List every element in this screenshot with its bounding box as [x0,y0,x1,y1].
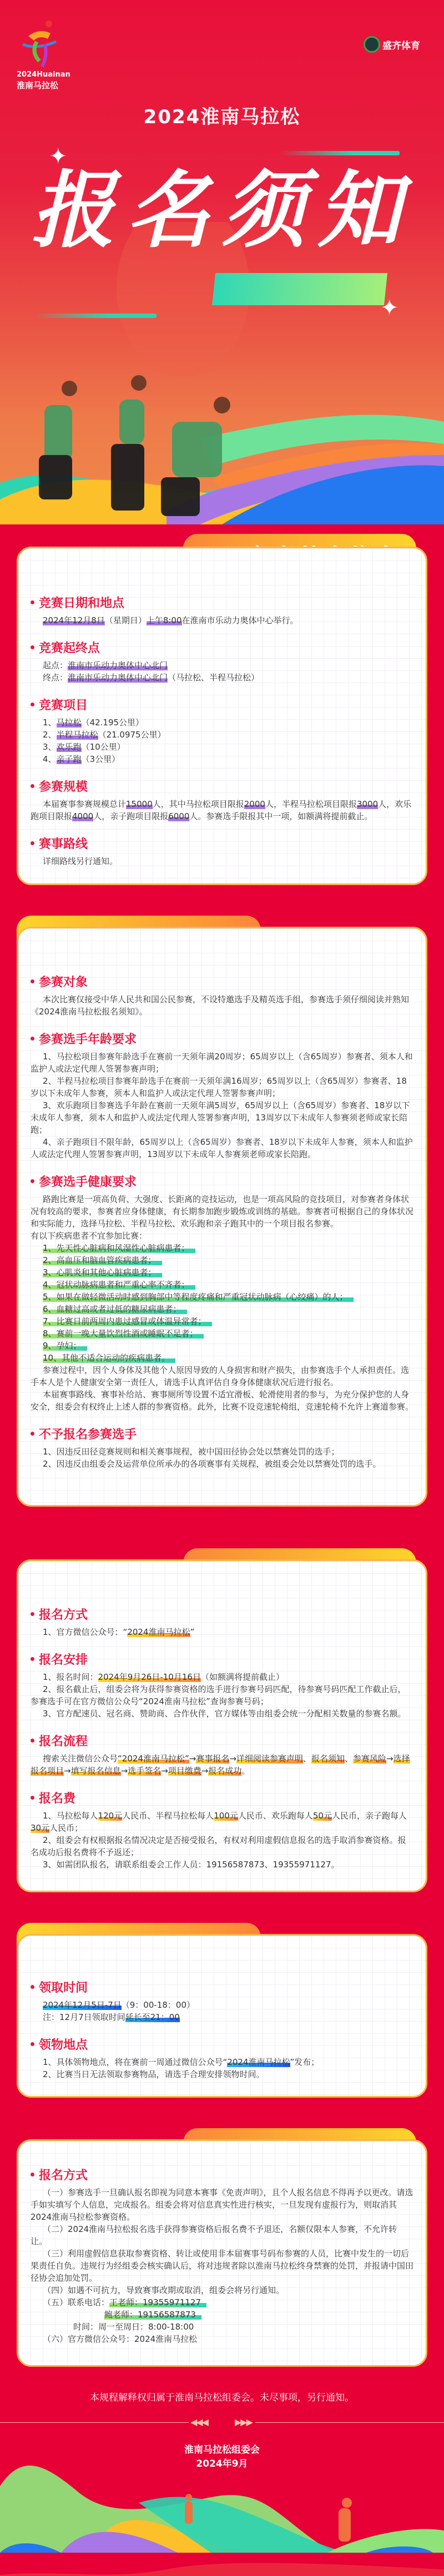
schedule-time: 1、报名时间：2024年9月26日-10月16日（如额满将提前截止） [43,1672,284,1682]
title-highlight-band [212,273,387,305]
reminder-item: （二）2024淮南马拉松报名选手获得参赛资格后报名费不予退还，名额仅限本人参赛，不允许转让。 [31,2224,397,2246]
disease-item: 3、心肌炎和其他心脏病患者； [31,1266,413,1279]
date-place-text: 2024年12月8日（星期日）上午8:00在淮南市乐动力奥体中心举行。 [43,615,299,625]
shengqi-logo-icon [364,36,380,53]
contact-hours: 时间：周一至周日：8:00-18:00 [73,2322,194,2332]
pickup-note: 注：12月7日领取时间延长至21：00 [43,2012,180,2022]
age-item: 4、亲子跑项目不限年龄，65周岁以上（含65周岁）参赛者、18岁以下未成年人参赛，须本人和监护人或法定代理人签署参赛声明，13周岁以下未成年人参赛须老师或家长陪跑。 [31,1137,413,1159]
disease-item: 10、其他不适合运动的疾病患者。 [31,1352,413,1364]
disease-item: 2、高血压和脑血管疾病患者； [31,1254,413,1266]
target-text: 本次比赛仅接受中华人民共和国公民参赛，不设特邀选手及精英选手组，参赛选手须仔细阅读并熟知《2024淮南马拉松报名须知》。 [31,994,410,1017]
contact-phone: 王老师：19355971127 [109,2297,206,2307]
decorative-line [280,151,400,155]
restriction-text: 本届赛事路线、赛事补给站、赛事厕所等设置不适宜滑板、轮滑使用者的参与，为充分保护您的人身安全，组委会有权终止上述人群的参赛资格。此外，比赛不设竞速轮椅组，竞速轮椅不允许上赛道参赛。 [31,1390,414,1412]
divider-line [0,2422,189,2423]
schedule-item: 2、报名截止后，组委会将为获得参赛资格的选手进行参赛号码匹配，待参赛号码匹配工作截止后，参赛选手可在官方微信公众号“2024淮南马拉松”查询参赛号码； [31,1684,406,1706]
event-subtitle: 2024淮南马拉松 [143,106,301,128]
huainan-marathon-logo [17,19,70,97]
heading-target: 参赛对象 [31,973,413,990]
heading-process: 报名流程 [31,1732,413,1749]
process-text: 搜索关注微信公众号“2024淮南马拉松”→赛事报名→详细阅读参赛声明、报名须知、参赛风险→选择报名项目→填写报名信息→选手签名→项目缴费→报名成功。 [31,1754,410,1776]
fee-line: 1、马拉松每人120元人民币、半程马拉松每人100元人民币、欢乐跑每人50元人民币，亲子跑每人30元人民币； [31,1811,407,1833]
heading-health: 参赛选手健康要求 [31,1173,413,1190]
contact-phone: 鲍老师：19156587873 [104,2310,201,2320]
heading-banned: 不予报名参赛选手 [31,1425,413,1442]
pickup-date: 2024年12月5日-7日（9：00-18：00） [43,2000,195,2010]
reminder-item: （一）参赛选手一旦确认报名即视为同意本赛事《免责声明》，且个人报名信息不得再予以更改。请选手如实填写个人信息，完成报名。组委会将对信息真实性进行核实，一旦发现有虚报行为，则取消其2024淮南马拉松参赛资格。 [31,2188,413,2222]
start-point: 起点：淮南市乐动力奥体中心北门 [43,660,168,670]
sponsor-name: 盛齐体育 [382,40,420,52]
divider-line [255,2422,444,2423]
hills-illustration [0,2442,444,2576]
disease-item: 1、先天性心脏病和风湿性心脏病患者； [31,1242,413,1254]
card-registration [17,1559,427,1892]
logo-year-text: 2024Huainan [17,70,70,79]
finish-point: 终点：淮南市乐动力奥体中心北门（马拉松、半程马拉松） [43,673,260,683]
page-title: 报名须知 [31,163,413,259]
card-kit-pickup [17,1934,427,2098]
heading-schedule: 报名安排 [31,1650,413,1668]
hero-banner [0,0,444,524]
disease-item: 9、孕妇； [31,1340,413,1352]
heading-reminders: 报名方式 [31,2166,413,2183]
heading-scale: 参赛规模 [31,777,413,795]
pickup-place-item: 1、具体领物地点，将在赛前一周通过微信公众号“2024淮南马拉松”发布； [43,2057,320,2067]
sparkle-icon: ✦ [49,144,68,169]
runner-1 [39,381,77,499]
banned-item: 1、因违反田径竞赛规则和相关赛事规程，被中国田径协会处以禁赛处罚的选手； [43,1447,340,1457]
schedule-item: 3、官方配速员、冠名商、赞助商、合作伙伴，官方媒体等由组委会统一分配相关数量的参赛名额。 [43,1709,406,1719]
footer-note: 本规程解释权归属于淮南马拉松组委会。未尽事项，另行通知。 [90,2392,354,2403]
disease-item: 8、赛前一晚大量饮烈性酒或睡眠不足者； [31,1327,413,1340]
card-eligibility [17,927,427,1507]
event-item: 2、半程马拉松（21.0975公里） [43,730,166,740]
disease-item: 6、血糖过高或者过低的糖尿病患者； [31,1303,413,1315]
runners-illustration [0,222,444,524]
organizer-date: 2024年9月 [196,2458,248,2469]
heading-start-finish: 竞赛起终点 [31,639,413,656]
event-item: 4、亲子跑（3公里） [43,754,120,764]
contact-line: （五）联系电话：王老师：19355971127 [31,2296,413,2309]
heading-pickup-time: 领取时间 [31,1978,413,1996]
event-item: 3、欢乐跑（10公里） [43,742,125,752]
disease-item: 7、比赛日前两周内患过感冒或体温异常者； [31,1315,413,1327]
heading-pickup-place: 领物地点 [31,2035,413,2053]
age-item: 2、半程马拉松项目参赛年龄选手在赛前一天须年满16周岁；65周岁以上（含65周岁）参赛者、18岁以下未成年人参赛，须本人和监护人或法定代理人签署参赛声明； [31,1076,407,1098]
reminder-item: （四）如遇不可抗力，导致赛事改期或取消，组委会将另行通知。 [43,2285,285,2295]
card-reminders [17,2139,427,2367]
card-basic-info [17,547,427,885]
contact-line [31,2309,413,2321]
heading-events: 竞赛项目 [31,696,413,713]
heading-fee: 报名费 [31,1789,413,1806]
scale-text: 本届赛事参赛规模总计15000人，其中马拉松项目限报2000人，半程马拉松项目限报3000人，欢乐跑项目限报4000人，亲子跑项目限报6000人。参赛选手限报其中一项，如额满将提前截止。 [31,799,412,821]
disease-list-title: 有以下疾病患者不宜参加比赛： [31,1231,148,1241]
disease-item: 4、冠状动脉病患者和严重心率不齐者； [31,1279,413,1291]
disease-item: 5、如果在做轻微活动时感到胸部中等程度疼痛和严重冠状动脉病（心绞痛）的人； [31,1291,413,1303]
sparkle-icon: ✦ [380,295,399,321]
responsibility-text: 参赛过程中，因个人身体及其他个人原因导致的人身损害和财产损失，由参赛选手个人承担责任。选手本人是个人健康安全第一责任人，请选手认真评估自身身体健康状况后进行报名。 [31,1365,410,1387]
event-item: 1、马拉松（42.195公里） [43,718,144,728]
runner-2 [111,375,147,511]
reminder-item: （三）利用虚假信息获取参赛资格、转让或使用非本届赛事号码布参赛的人员，比赛中发生的一切后果责任自负。违规行为经组委会核实确认后，将对违规者除以淮南马拉松终身禁赛的处罚，并报请中国田径协会追加处罚。 [31,2249,414,2283]
heading-date-place: 竞赛日期和地点 [31,594,413,611]
fee-item: 2、组委会有权根据报名情况决定是否接受报名，有权对利用虚假信息报名的选手取消参赛资格。报名成功后报名费将不予返还； [31,1835,406,1857]
banned-item: 2、因违反由组委会及运营单位所承办的各项赛事有关规程，被组委会处以禁赛处罚的选手。 [43,1459,381,1469]
health-intro: 路跑比赛是一项高负荷、大强度、长距离的竞技运动，也是一项高风险的竞技项目，对参赛者身体状况有较高的要求，参赛者应身体健康，有长期参加跑步锻炼或训练的基础。参赛者可根据自己的身体状况和实际能力，选择马拉松、半程马拉松、欢乐跑和亲子跑其中的一个项目报名参赛。 [31,1194,414,1229]
decorative-line [34,314,157,318]
pickup-place-item: 2、比赛当日无法领取参赛物品，请选手合理安排领物时间。 [43,2069,265,2079]
age-item: 1、马拉松项目参赛年龄选手在赛前一天须年满20周岁；65周岁以上（含65周岁）参赛者、须本人和监护人或法定代理人签署参赛声明； [31,1052,413,1074]
heading-method: 报名方式 [31,1605,413,1623]
heading-age: 参赛选手年龄要求 [31,1030,413,1047]
right-arrows-icon: ▶▶▶ [235,2417,252,2427]
runner-logo-icon [20,19,59,69]
fee-item: 3、如需团队报名，请联系组委会工作人员：19156587873、19355971127。 [43,1860,340,1870]
wechat-account: （六）官方微信公众号：2024淮南马拉松 [43,2334,198,2344]
method-text: 1、官方微信公众号：“2024淮南马拉松” [43,1627,195,1637]
heading-route: 赛事路线 [31,835,413,852]
shengqi-sports-logo [364,36,420,53]
organizer-name: 淮南马拉松组委会 [184,2444,260,2456]
logo-name-text: 淮南马拉松 [17,80,59,90]
age-item: 3、欢乐跑项目参赛选手年龄在赛前一天须年满5周岁，65周岁以上（含65周岁）参赛者、18岁以下未成年人参赛，须本人和监护人或法定代理人签署参赛声明，13周岁以下未成年人参赛须老师或家长陪跑； [31,1100,410,1135]
left-arrows-icon: ◀◀◀ [190,2417,208,2427]
route-text: 详细路线另行通知。 [43,856,118,866]
